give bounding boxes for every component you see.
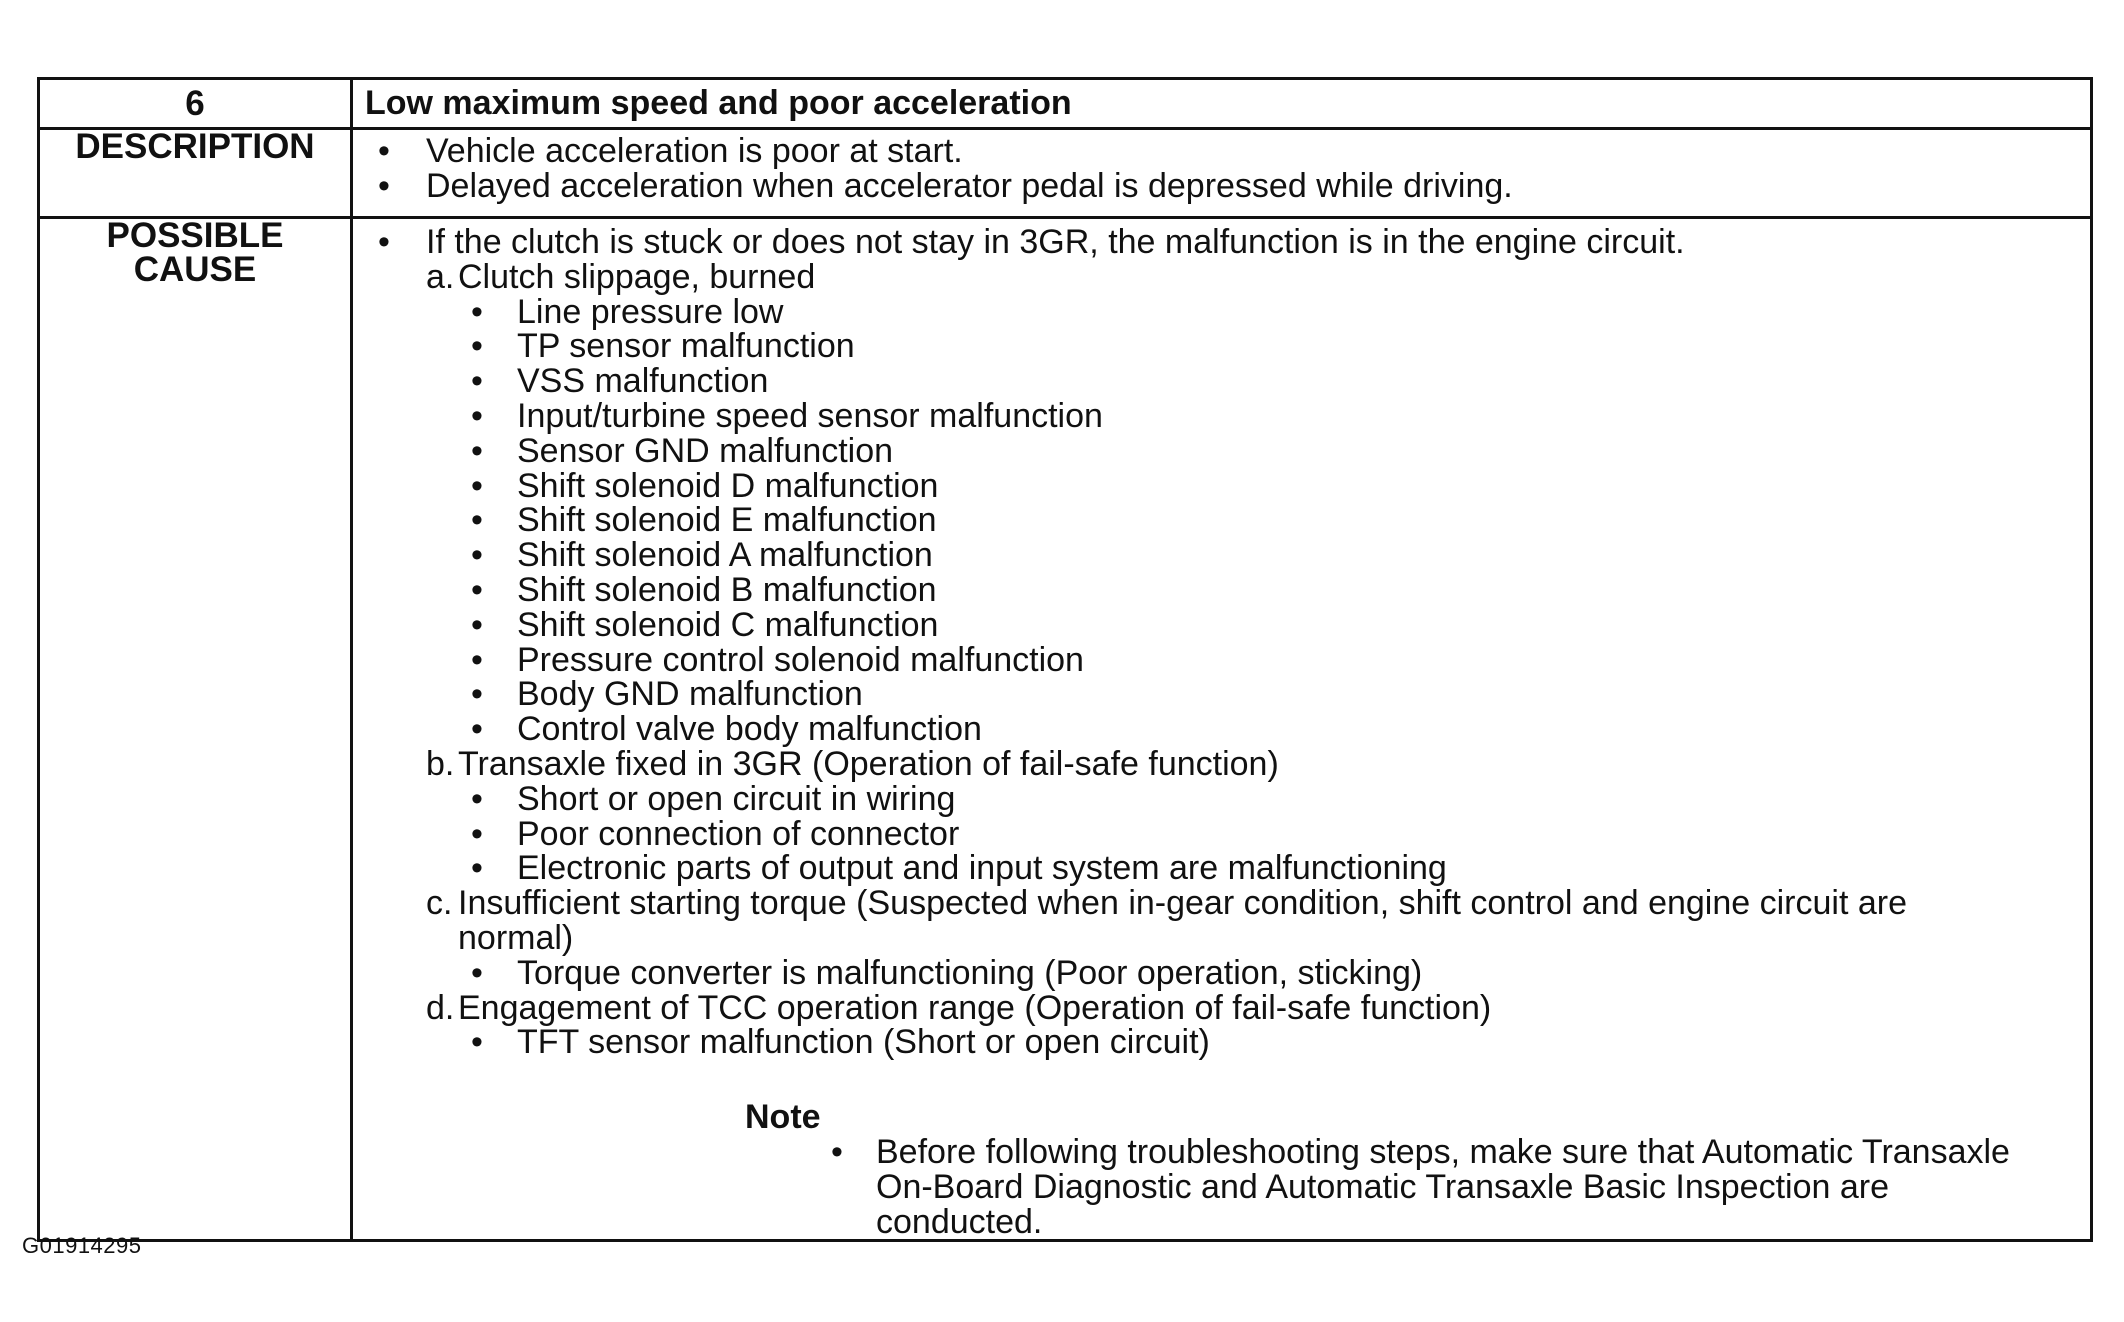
- bullet-icon: •: [471, 814, 483, 853]
- list-item: • Pressure control solenoid malfunction: [471, 640, 1084, 679]
- list-item: • Shift solenoid A malfunction: [471, 536, 933, 575]
- list-item: • Vehicle acceleration is poor at start.: [378, 132, 963, 170]
- list-item: • Sensor GND malfunction: [471, 431, 894, 470]
- bullet-icon: •: [471, 570, 483, 609]
- bullet-icon: •: [378, 223, 390, 261]
- list-item: • Shift solenoid E malfunction: [471, 501, 937, 540]
- list-item: • Body GND malfunction: [471, 675, 863, 714]
- bullet-icon: •: [471, 640, 483, 679]
- list-item: • Shift solenoid C malfunction: [471, 605, 939, 644]
- note-spacer: [353, 1060, 2090, 1100]
- list-item: • Line pressure low: [471, 292, 784, 331]
- cause-group-d: d. Engagement of TCC operation range (Operation of fail-safe function): [426, 988, 1492, 1027]
- list-item: • TFT sensor malfunction (Short or open circuit): [471, 1023, 1210, 1062]
- list-item: • Input/turbine speed sensor malfunction: [471, 396, 1103, 435]
- note-title: Note: [745, 1098, 821, 1137]
- bullet-icon: •: [471, 1023, 483, 1062]
- note-item: • Before following troubleshooting steps, make sure that Automatic Transaxle On-Board Diagnostic and Automatic Transaxle Basic Inspection are conducted.: [831, 1132, 2010, 1241]
- troubleshooting-document: [37, 77, 2093, 1242]
- list-item: • Shift solenoid D malfunction: [471, 466, 939, 505]
- bullet-icon: •: [471, 327, 483, 366]
- symptom-number: 6: [39, 79, 352, 129]
- list-item: • VSS malfunction: [471, 362, 769, 401]
- list-item: • Electronic parts of output and input system are malfunctioning: [471, 849, 1447, 888]
- bullet-icon: •: [471, 536, 483, 575]
- bullet-icon: •: [471, 431, 483, 470]
- possible-cause-row: [39, 218, 2092, 1241]
- possible-cause-label: POSSIBLE CAUSE: [39, 218, 352, 1241]
- list-item: • TP sensor malfunction: [471, 327, 855, 366]
- bullet-icon: •: [471, 605, 483, 644]
- troubleshooting-table: [37, 77, 2093, 1242]
- bullet-icon: •: [378, 132, 390, 170]
- cause-group-c: c. Insufficient starting torque (Suspected when in-gear condition, shift control and engine circuit are normal): [426, 884, 1907, 957]
- list-item: • Delayed acceleration when accelerator pedal is depressed while driving.: [378, 166, 1513, 205]
- cause-group-a: a. Clutch slippage, burned: [426, 257, 816, 296]
- cause-intro: • If the clutch is stuck or does not stay in 3GR, the malfunction is in the engine circuit.: [378, 223, 1685, 261]
- bullet-icon: •: [471, 675, 483, 714]
- bullet-icon: •: [471, 953, 483, 992]
- list-item: • Torque converter is malfunctioning (Poor operation, sticking): [471, 953, 1423, 992]
- bullet-icon: •: [471, 466, 483, 505]
- bullet-icon: •: [471, 362, 483, 401]
- bullet-icon: •: [471, 710, 483, 749]
- bullet-icon: •: [471, 292, 483, 331]
- description-row: [39, 129, 2092, 218]
- possible-cause-content: [352, 218, 2092, 1241]
- bullet-icon: •: [378, 166, 390, 205]
- list-item: • Shift solenoid B malfunction: [471, 570, 937, 609]
- list-item: • Poor connection of connector: [471, 814, 960, 853]
- header-row: [39, 79, 2092, 129]
- bullet-icon: •: [471, 849, 483, 888]
- description-label: DESCRIPTION: [39, 129, 352, 218]
- bullet-icon: •: [471, 396, 483, 435]
- list-item: • Control valve body malfunction: [471, 710, 982, 749]
- description-content: [352, 129, 2092, 218]
- bullet-icon: •: [471, 501, 483, 540]
- bullet-icon: •: [471, 779, 483, 818]
- figure-id: G01914295: [22, 1233, 142, 1258]
- cause-group-b: b. Transaxle fixed in 3GR (Operation of fail-safe function): [426, 744, 1279, 783]
- symptom-title: Low maximum speed and poor acceleration: [352, 79, 2092, 129]
- list-item: • Short or open circuit in wiring: [471, 779, 956, 818]
- bullet-icon: •: [831, 1132, 843, 1171]
